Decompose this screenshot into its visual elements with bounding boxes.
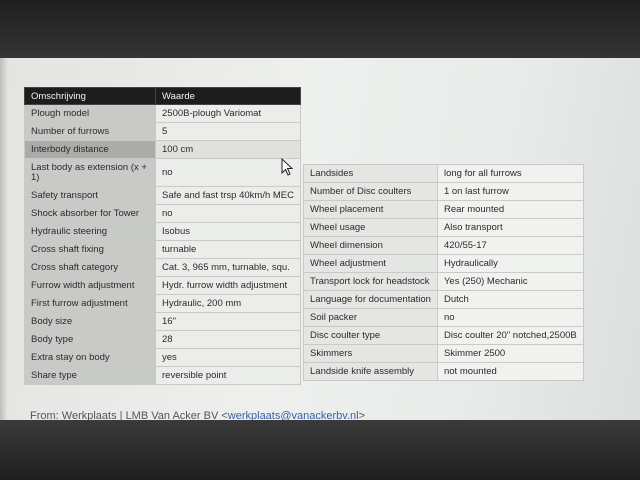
header-omschrijving: Omschrijving: [25, 88, 156, 105]
row-key: Cross shaft fixing: [25, 241, 156, 259]
row-key: Share type: [25, 367, 156, 385]
row-value: Disc coulter 20" notched,2500B: [437, 327, 583, 345]
row-key: Disc coulter type: [304, 327, 438, 345]
row-key: Hydraulic steering: [25, 223, 156, 241]
row-value: 2500B-plough Variomat: [156, 105, 301, 123]
table-row: [25, 349, 301, 367]
row-value: no: [437, 309, 583, 327]
row-key: Interbody distance: [25, 141, 156, 159]
table-row: [304, 237, 584, 255]
table-row: [25, 105, 301, 123]
row-value: Yes (250) Mechanic: [437, 273, 583, 291]
row-value: 5: [156, 123, 301, 141]
row-value: Hydraulically: [437, 255, 583, 273]
row-key: Language for documentation: [304, 291, 438, 309]
spec-table-main: [24, 87, 301, 385]
table-row: [304, 165, 584, 183]
row-key: Soil packer: [304, 309, 438, 327]
spec-table-secondary: [303, 164, 584, 381]
row-value: 1 on last furrow: [437, 183, 583, 201]
row-key: Number of Disc coulters: [304, 183, 438, 201]
header-waarde: Waarde: [156, 88, 301, 105]
row-value: no: [156, 159, 301, 187]
email-from-suffix: >: [358, 410, 366, 420]
email-from-prefix: From: Werkplaats | LMB Van Acker BV <: [30, 410, 228, 420]
screen-edge-shadow: [0, 58, 8, 420]
row-key: Wheel usage: [304, 219, 438, 237]
row-value: Hydr. furrow width adjustment: [156, 277, 301, 295]
table-row: [304, 201, 584, 219]
table-row: [25, 259, 301, 277]
table-row: [304, 327, 584, 345]
row-key: Extra stay on body: [25, 349, 156, 367]
row-key: Landsides: [304, 165, 438, 183]
row-value: Safe and fast trsp 40km/h MEC: [156, 187, 301, 205]
row-value: 420/55-17: [437, 237, 583, 255]
screen: [0, 58, 640, 420]
row-value: long for all furrows: [437, 165, 583, 183]
row-key: Wheel dimension: [304, 237, 438, 255]
table-header-row: [25, 88, 301, 105]
row-value: Skimmer 2500: [437, 345, 583, 363]
row-key: Body size: [25, 313, 156, 331]
table-row: [25, 123, 301, 141]
email-from-line: [30, 410, 365, 420]
mouse-pointer-icon: [281, 158, 293, 176]
table-row: [304, 345, 584, 363]
row-key: Last body as extension (x + 1): [25, 159, 156, 187]
table-row: [304, 363, 584, 381]
table-row: [25, 313, 301, 331]
row-key: Landside knife assembly: [304, 363, 438, 381]
table-row: [25, 277, 301, 295]
table-row-highlighted: [25, 141, 301, 159]
row-value: 16": [156, 313, 301, 331]
monitor-bezel-top: [0, 0, 640, 58]
table-row: [304, 183, 584, 201]
table-row: [25, 205, 301, 223]
row-key: Skimmers: [304, 345, 438, 363]
row-key: Transport lock for headstock: [304, 273, 438, 291]
row-key: Shock absorber for Tower: [25, 205, 156, 223]
table-row: [25, 223, 301, 241]
row-key: Body type: [25, 331, 156, 349]
monitor-bezel-bottom: [0, 420, 640, 480]
row-value: Rear mounted: [437, 201, 583, 219]
row-key: Number of furrows: [25, 123, 156, 141]
table-row: [304, 309, 584, 327]
row-key: Safety transport: [25, 187, 156, 205]
row-value: Cat. 3, 965 mm, turnable, squ.: [156, 259, 301, 277]
row-value: turnable: [156, 241, 301, 259]
email-address-link[interactable]: werkplaats@vanackerbv.nl: [227, 410, 359, 420]
row-value: 28: [156, 331, 301, 349]
table-row: [304, 291, 584, 309]
row-value: reversible point: [156, 367, 301, 385]
row-value: 100 cm: [156, 141, 301, 159]
table-row: [304, 255, 584, 273]
table-row: [25, 295, 301, 313]
row-value: Hydraulic, 200 mm: [156, 295, 301, 313]
table-row: [25, 367, 301, 385]
row-key: Wheel placement: [304, 201, 438, 219]
table-row: [25, 187, 301, 205]
table-row: [25, 241, 301, 259]
table-row: [304, 219, 584, 237]
table-row: [304, 273, 584, 291]
row-key: Wheel adjustment: [304, 255, 438, 273]
row-key: First furrow adjustment: [25, 295, 156, 313]
row-key: Plough model: [25, 105, 156, 123]
table-row: [25, 159, 301, 187]
row-value: not mounted: [437, 363, 583, 381]
table-row: [25, 331, 301, 349]
row-key: Cross shaft category: [25, 259, 156, 277]
row-value: yes: [156, 349, 301, 367]
row-value: Also transport: [437, 219, 583, 237]
row-value: no: [156, 205, 301, 223]
row-value: Dutch: [437, 291, 583, 309]
row-value: Isobus: [156, 223, 301, 241]
row-key: Furrow width adjustment: [25, 277, 156, 295]
